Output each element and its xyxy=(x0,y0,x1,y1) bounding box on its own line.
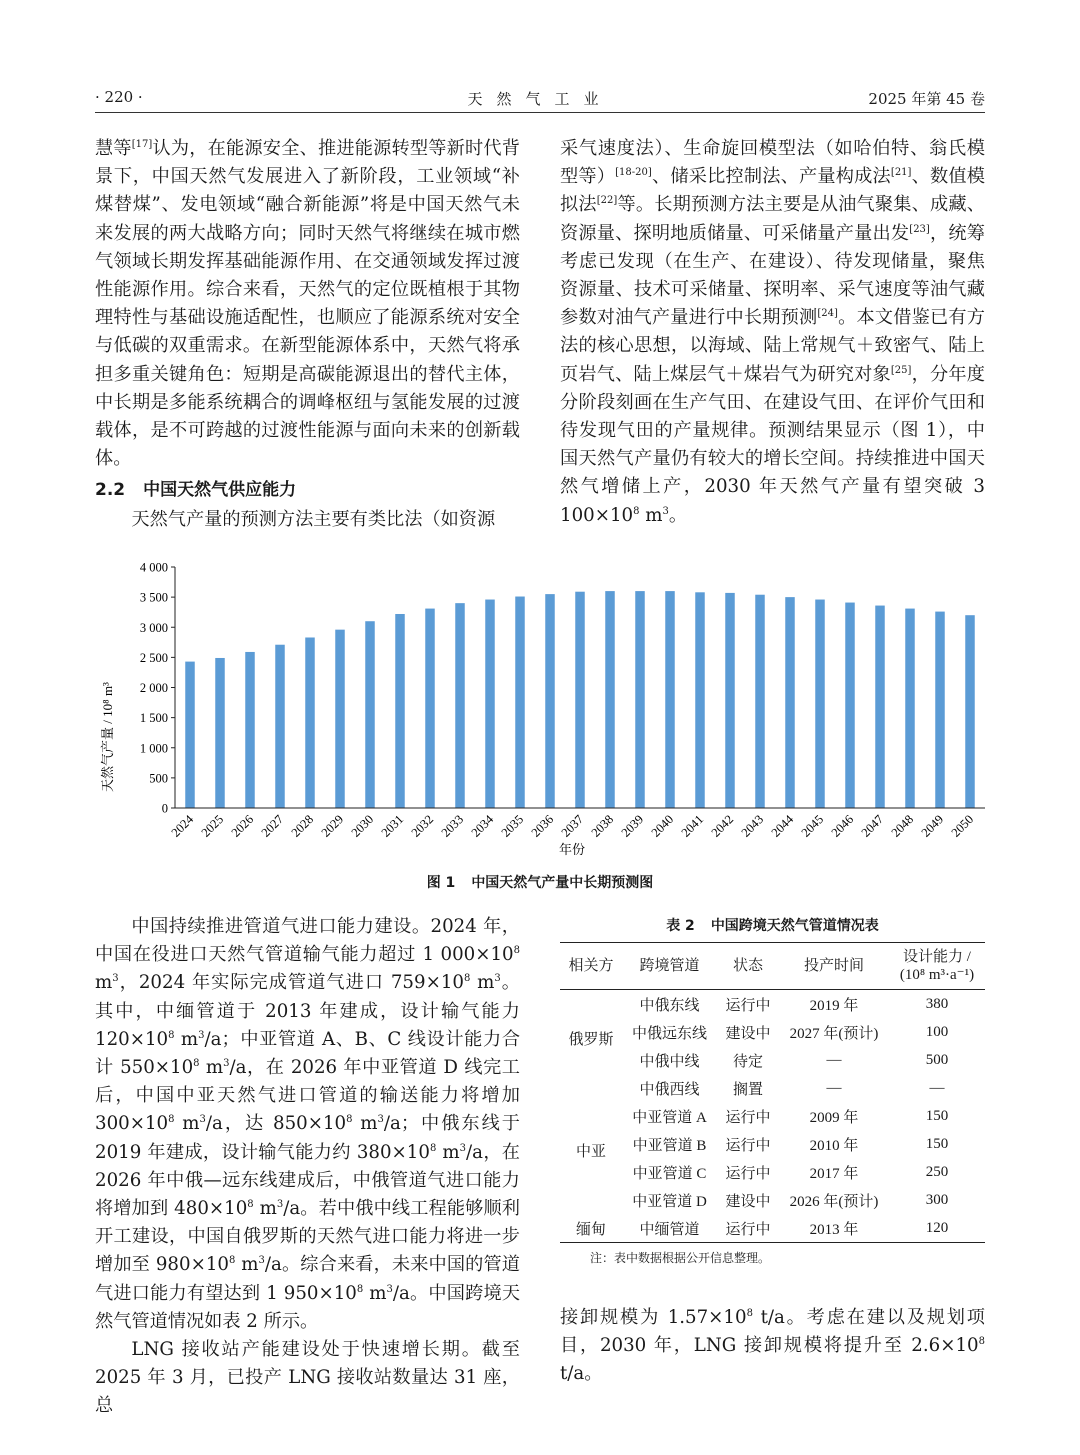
table-row xyxy=(560,1046,985,1074)
table-caption: 表 2 中国跨境天然气管道情况表 xyxy=(666,918,879,934)
x-tick-label: 2026 xyxy=(228,812,257,840)
x-tick-label: 2037 xyxy=(558,812,587,840)
x-tick-label: 2036 xyxy=(528,812,557,840)
table-note: 注：表中数据根据公开信息整理。 xyxy=(590,1251,771,1265)
time-cell: 2019 年 xyxy=(809,997,859,1014)
y-tick-label: 2 500 xyxy=(139,650,168,665)
pipeline-cell: 中俄中线 xyxy=(639,1053,700,1070)
x-tick-label: 2029 xyxy=(318,812,347,840)
y-tick-label: 3 000 xyxy=(139,620,168,635)
right-column-top xyxy=(560,135,985,530)
x-tick-label: 2045 xyxy=(798,812,827,840)
citation[interactable]: [25] xyxy=(890,364,912,376)
x-axis-label: 年份 xyxy=(558,842,586,857)
header-cell: 设计能力 / (10⁸ m³·a⁻¹) xyxy=(899,949,975,983)
x-tick-label: 2039 xyxy=(618,812,647,840)
status-cell: 搁置 xyxy=(732,1081,763,1098)
capacity-cell: 300 xyxy=(925,1191,949,1208)
bar-2046 xyxy=(845,603,855,808)
journal-name: 天然气工业 xyxy=(467,90,613,108)
time-cell: 2017 年 xyxy=(809,1165,859,1182)
right-column-bottom xyxy=(560,1304,985,1389)
y-axis-label: 天然气产量 / 10⁸ m³ xyxy=(100,682,115,792)
bar-2049 xyxy=(935,612,945,808)
x-tick-label: 2047 xyxy=(858,812,887,840)
paragraph: 中国持续推进管道气进口能力建设。2024 年，中国在役进口天然气管道输气能力超过 1 $000\times 10^8$ $m^3$，2024 年实际完成管道气进口 $759\times 10^8$ $m^3$。其中，中缅管道于 2013 年建成，设计输气能力 $120\times 10^8$ $m^3/a$；中亚管道 A、B、C 线设计能力合计 $550\times 10^8$ $m^3/a$，在 2026 年中亚管道 D 线完工后，中国中亚天然气进口管道的输送能力将增加 $300\times 10^8$ $m^3/a$，达 $850\times 10^8$ $m^3/a$；中俄东线于 2019 年建成，设计输气能力约 $380\times 10^8$ $m^3/a$，在 2026 年中俄—远东线建成后，中俄管道气进口能力将增加到 $480\times 10^8$ $m^3/a$。若中俄中线工程能够顺利开工建设，中国自俄罗斯的天然气进口能力将进一步增加至 $980\times 10^8$ $m^3/a$。综合来看，未来中国的管道气进口能力有望达到 1 $950\times 10^8$ $m^3/a$。中国跨境天然气管道情况如表 2 所示。 xyxy=(95,916,521,1332)
party-cell: 俄罗斯 xyxy=(568,1031,614,1048)
paragraph: LNG 接收站产能建设处于快速增长期。截至 2025 年 3 月，已投产 LNG 接收站数量达 31 座，总 xyxy=(95,1339,520,1417)
capacity-cell: 120 xyxy=(925,1219,949,1236)
x-tick-label: 2024 xyxy=(168,812,197,840)
table-row xyxy=(560,1102,985,1130)
bar-2037 xyxy=(575,592,585,808)
x-tick-label: 2040 xyxy=(648,812,677,840)
bar-2050 xyxy=(965,615,975,808)
table-row xyxy=(560,990,985,1019)
bar-2028 xyxy=(305,637,315,808)
paragraph: 接卸规模为 $1.57\times 10^8$ t/a。考虑在建以及规划项目，2030 年，LNG 接卸规模将提升至 $2.6\times 10^8$ t/a。 xyxy=(560,1307,985,1385)
left-column-bottom xyxy=(95,913,520,1421)
status-cell: 建设中 xyxy=(725,1193,771,1210)
bar-2045 xyxy=(815,600,825,808)
capacity-cell: 150 xyxy=(925,1107,949,1124)
header-cell: 跨境管道 xyxy=(639,958,700,974)
capacity-cell: 250 xyxy=(925,1163,949,1180)
status-cell: 待定 xyxy=(732,1053,763,1070)
bar-2044 xyxy=(785,597,795,808)
bar-2032 xyxy=(425,609,435,808)
paragraph: 天然气产量的预测方法主要有类比法（如资源 xyxy=(131,509,496,531)
x-tick-label: 2046 xyxy=(828,812,857,840)
bar-2027 xyxy=(275,645,285,808)
bar-2039 xyxy=(635,591,645,808)
pipeline-table xyxy=(560,942,985,1266)
x-tick-label: 2043 xyxy=(738,812,767,840)
pipeline-cell: 中亚管道 B xyxy=(632,1137,707,1154)
pipeline-cell: 中亚管道 C xyxy=(632,1165,707,1182)
x-tick-label: 2033 xyxy=(438,812,467,840)
page-number: · 220 · xyxy=(95,88,143,106)
party-cell: 中亚 xyxy=(575,1143,606,1160)
time-cell: — xyxy=(826,1079,842,1096)
x-tick-label: 2031 xyxy=(378,812,407,840)
bar-2025 xyxy=(215,658,225,808)
section-heading: 2.2 中国天然气供应能力 xyxy=(95,480,297,501)
y-tick-label: 2 000 xyxy=(139,681,168,695)
capacity-cell: 500 xyxy=(925,1051,949,1068)
time-cell: — xyxy=(826,1051,842,1068)
header-cell: 投产时间 xyxy=(803,958,864,974)
x-tick-label: 2035 xyxy=(498,812,527,840)
y-tick-label: 3 500 xyxy=(139,590,168,605)
pipeline-cell: 中俄远东线 xyxy=(631,1025,707,1042)
bar-2029 xyxy=(335,630,345,808)
bar-2024 xyxy=(185,662,195,808)
bar-2030 xyxy=(365,621,375,808)
x-tick-label: 2032 xyxy=(408,812,437,840)
x-tick-label: 2027 xyxy=(258,812,287,840)
bar-2038 xyxy=(605,591,615,808)
status-cell: 运行中 xyxy=(725,1137,771,1154)
table-row xyxy=(560,1214,985,1243)
status-cell: 建设中 xyxy=(725,1025,771,1042)
x-tick-label: 2041 xyxy=(678,812,707,840)
citation[interactable]: [18-20] xyxy=(615,167,652,179)
status-cell: 运行中 xyxy=(725,1165,771,1182)
y-tick-label: 500 xyxy=(149,771,168,786)
table-row xyxy=(560,1074,985,1102)
time-cell: 2009 年 xyxy=(809,1109,859,1126)
citation[interactable]: [22] xyxy=(596,195,618,207)
x-tick-label: 2034 xyxy=(468,812,497,840)
citation[interactable]: [23] xyxy=(909,223,930,235)
x-tick-label: 2042 xyxy=(708,812,737,840)
x-tick-label: 2050 xyxy=(948,812,977,840)
status-cell: 运行中 xyxy=(725,1109,771,1126)
bar-2026 xyxy=(245,652,255,808)
status-cell: 运行中 xyxy=(725,1221,771,1238)
bar-2036 xyxy=(545,594,555,808)
bar-2033 xyxy=(455,603,465,808)
x-tick-label: 2038 xyxy=(588,812,617,840)
pipeline-cell: 中缅管道 xyxy=(639,1221,700,1238)
x-tick-label: 2044 xyxy=(768,812,797,840)
production-bar-chart xyxy=(90,555,990,865)
paragraph: 采气速度法）、生命旋回模型法（如哈伯特、翁氏模型等）[18-20]、储采比控制法、产量构成法[21]、数值模拟法[22]等。长期预测方法主要是从油气聚集、成藏、资源量、探明地质储量、可采储量产量出发[23]，统筹考虑已发现（在生产、在建设）、待发现储量，聚焦资源量、技术可采储量、探明率、采气速度等油气藏参数对油气产量进行中长期预测[24]。本文借鉴已有方法的核心思想，以海域、陆上常规气＋致密气、陆上页岩气、陆上煤层气＋煤岩气为研究对象[25]，分年度分阶段刻画在生产气田、在建设气田、在评价气田和待发现气田的产量规律。预测结果显示（图 1），中国天然气产量仍有较大的增长空间。持续推进中国天然气增储上产，2030 年天然气产量有望突破 3 $100\times 10^8$ $m^3$。 xyxy=(560,138,985,526)
y-tick-label: 4 000 xyxy=(139,560,168,575)
time-cell: 2013 年 xyxy=(809,1221,859,1238)
pipeline-cell: 中俄西线 xyxy=(639,1081,700,1098)
table-row xyxy=(560,1018,985,1046)
y-tick-label: 1 000 xyxy=(139,741,168,756)
y-tick-label: 1 500 xyxy=(139,711,168,726)
pipeline-cell: 中亚管道 D xyxy=(632,1193,707,1210)
citation[interactable]: [21] xyxy=(890,167,912,179)
time-cell: 2027 年(预计) xyxy=(789,1025,879,1042)
bar-2040 xyxy=(665,591,675,808)
status-cell: 运行中 xyxy=(725,997,771,1014)
pipeline-cell: 中亚管道 A xyxy=(632,1109,707,1126)
bar-2048 xyxy=(905,609,915,808)
x-tick-label: 2025 xyxy=(198,812,227,840)
left-column-top xyxy=(95,135,520,535)
table-header-row xyxy=(560,943,985,990)
bar-2034 xyxy=(485,600,495,808)
table-row xyxy=(560,1158,985,1186)
bar-2047 xyxy=(875,606,885,808)
citation[interactable]: [24] xyxy=(817,308,838,320)
figure-caption: 图 1 中国天然气产量中长期预测图 xyxy=(426,875,654,891)
running-header xyxy=(95,84,985,113)
y-tick-label: 0 xyxy=(161,801,168,816)
citation[interactable]: [17] xyxy=(131,138,153,150)
x-tick-label: 2048 xyxy=(888,812,917,840)
time-cell: 2010 年 xyxy=(809,1137,859,1154)
bar-2031 xyxy=(395,614,405,808)
party-cell: 缅甸 xyxy=(575,1221,606,1238)
header-cell: 状态 xyxy=(732,958,763,974)
bar-2043 xyxy=(755,595,765,808)
table-row xyxy=(560,1186,985,1214)
bar-2042 xyxy=(725,593,735,808)
x-tick-label: 2030 xyxy=(348,812,377,840)
table-row xyxy=(560,1130,985,1158)
pipeline-cell: 中俄东线 xyxy=(639,997,700,1014)
bar-2041 xyxy=(695,592,705,808)
capacity-cell: 100 xyxy=(925,1023,949,1040)
header-cell: 相关方 xyxy=(568,958,614,974)
time-cell: 2026 年(预计) xyxy=(789,1193,879,1210)
capacity-cell: 380 xyxy=(925,995,949,1012)
bar-2035 xyxy=(515,597,525,808)
x-tick-label: 2049 xyxy=(918,812,947,840)
capacity-cell: — xyxy=(929,1079,945,1096)
issue-info: 2025 年第 45 卷 xyxy=(868,90,985,108)
capacity-cell: 150 xyxy=(925,1135,949,1152)
x-tick-label: 2028 xyxy=(288,812,317,840)
paragraph: 慧等[17]认为，在能源安全、推进能源转型等新时代背景下，中国天然气发展进入了新阶段，工业领域“补煤替煤”、发电领域“融合新能源”将是中国天然气未来发展的两大战略方向；同时天然气将继续在城市燃气领域长期发挥基础能源作用、在交通领域发挥过渡性能源作用。综合来看，天然气的定位既植根于其物理特性与基础设施适配性，也顺应了能源系统对安全与低碳的双重需求。在新型能源体系中，天然气将承担多重关键角色：短期是高碳能源退出的替代主体，中长期是多能系统耦合的调峰枢纽与氢能发展的过渡载体，是不可跨越的过渡性能源与面向未来的创新载体。 xyxy=(95,138,520,470)
